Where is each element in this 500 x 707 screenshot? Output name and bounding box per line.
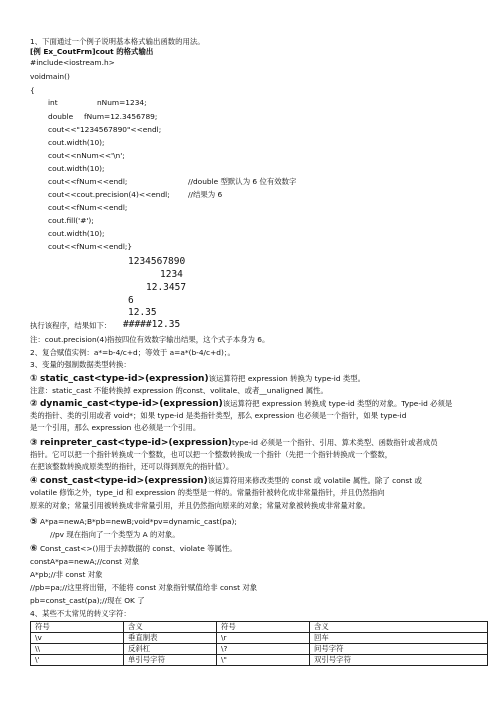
cast-name: const_cast<type-id>(expression) bbox=[39, 476, 208, 486]
table-cell: 含义 bbox=[124, 622, 217, 633]
output-line: 12.3457 bbox=[146, 282, 187, 293]
cast-name: reinpreter_cast<type-id>(expression) bbox=[39, 438, 232, 448]
cast-heading: 3、变量的强制数据类型转换： bbox=[30, 360, 131, 369]
code-line: #include<iostream.h> bbox=[30, 58, 115, 67]
code-comment: //结果为 6 bbox=[188, 190, 223, 199]
example-title: [例 Ex_CoutFrm]cout 的格式输出 bbox=[30, 47, 154, 56]
code-line: cout<<fNum<<endl; bbox=[48, 203, 128, 212]
intro-text: 1、下面通过一个例子说明基本格式输出函数的用法。 bbox=[30, 37, 205, 46]
table-cell: 单引号字符 bbox=[124, 655, 217, 666]
table-cell: 反斜杠 bbox=[124, 644, 217, 655]
table-cell: 回车 bbox=[310, 633, 488, 644]
code-line: double bbox=[48, 112, 74, 121]
code-line: { bbox=[30, 86, 35, 95]
code-line: cout<<"1234567890"<<endl; bbox=[48, 125, 162, 134]
reinterpret-cast-item bbox=[30, 437, 438, 449]
code-line: constA*pa=newA;//const 对象 bbox=[30, 557, 140, 566]
item-six-text: Const_cast<>()用于去掉数据的 const、violate 等属性。 bbox=[39, 544, 237, 553]
code-line: cout.width(10); bbox=[48, 229, 105, 238]
item-five-comment: //pv 现在指向了一个类型为 A 的对象。 bbox=[50, 530, 180, 539]
table-row bbox=[31, 633, 488, 644]
cast-desc: volatile 修饰之外，type_id 和 expression 的类型是一样的。常量指针被转化成非常量指针，并且仍然指向 bbox=[30, 488, 385, 497]
table-cell: \' bbox=[31, 655, 124, 666]
table-cell: 问号字符 bbox=[310, 644, 488, 655]
table-cell: \? bbox=[217, 644, 310, 655]
code-line: cout<<cout.precision(4)<<endl; bbox=[48, 190, 170, 199]
cast-desc: 指针。它可以把一个指针转换成一个整数，也可以把一个整数转换成一个指针（先把一个指针转换成一个整数， bbox=[30, 450, 393, 459]
code-line: nNum=1234; bbox=[97, 98, 147, 107]
item-number: ⑤ bbox=[30, 517, 38, 527]
code-line: fNum=12.3456789; bbox=[84, 112, 158, 121]
output-line: 12.35 bbox=[128, 307, 157, 318]
item-five bbox=[30, 516, 237, 528]
cast-name: dynamic_cast<type-id>(expression) bbox=[39, 399, 223, 409]
static-cast-item bbox=[30, 373, 365, 385]
output-line: 6 bbox=[128, 295, 134, 306]
table-row bbox=[31, 644, 488, 655]
table-cell: 双引号字符 bbox=[310, 655, 488, 666]
output-line: 1234567890 bbox=[128, 256, 186, 267]
cast-desc: 在把该整数转换成原类型的指针，还可以得到原先的指针值）。 bbox=[30, 462, 234, 471]
cast-desc: 该运算符把 expression 转换为 type-id 类型。 bbox=[208, 374, 366, 383]
code-line: int bbox=[48, 98, 58, 107]
code-line: cout<<fNum<<endl;} bbox=[48, 242, 133, 251]
cast-desc: type-id 必须是一个指针、引用、算术类型、函数指针或者成员 bbox=[232, 438, 438, 447]
cast-desc: 注意：static_cast 不能转换掉 expression 的const、volitale、或者__unaligned 属性。 bbox=[30, 386, 328, 395]
item-number: ① bbox=[30, 374, 38, 384]
run-result: #####12.35 bbox=[123, 319, 181, 330]
cast-desc: 类的指针、类的引用或者 void*；如果 type-id 是类指针类型，那么 expression 也必须是一个指针，如果 type-id bbox=[30, 411, 407, 420]
code-comment: //double 型默认为 6 位有效数字 bbox=[188, 177, 297, 186]
item-number: ③ bbox=[30, 438, 38, 448]
item-six bbox=[30, 543, 237, 555]
compound-assign-text: 2、复合赋值实例：a*=b-4/c+d；等效于 a=a*(b-4/c+d)；。 bbox=[30, 348, 235, 357]
escape-char-table bbox=[30, 621, 488, 666]
run-label: 执行该程序，结果如下： bbox=[30, 321, 112, 330]
table-header-row bbox=[31, 622, 488, 633]
code-line: cout<<fNum<<endl; bbox=[48, 177, 128, 186]
code-line: pb=const_cast(pa);//现在 OK 了 bbox=[30, 596, 145, 605]
code-line: //pb=pa;//这里将出错，不能将 const 对象指针赋值给非 const 对象 bbox=[30, 583, 258, 592]
item-five-code: A*pa=newA;B*pb=newB;void*pv=dynamic_cast(pa); bbox=[39, 517, 237, 526]
const-cast-item bbox=[30, 475, 422, 487]
table-cell: 垂直制表 bbox=[124, 633, 217, 644]
note-text: 注：cout.precision(4)指按四位有效数字输出结果，这个式子本身为 6。 bbox=[30, 335, 270, 344]
code-line: cout.fill('#'); bbox=[48, 216, 94, 225]
code-line: A*pb;//非 const 对象 bbox=[30, 570, 103, 579]
table-cell: \r bbox=[217, 633, 310, 644]
code-line: cout.width(10); bbox=[48, 164, 105, 173]
dynamic-cast-item bbox=[30, 398, 452, 410]
cast-desc: 该运算符把 expression 转换成 type-id 类型的对象。Type-id 必须是 bbox=[222, 399, 453, 408]
cast-desc: 是一个引用，那么 expression 也必须是一个引用。 bbox=[30, 423, 201, 432]
item-number: ⑥ bbox=[30, 544, 38, 554]
item-number: ④ bbox=[30, 476, 38, 486]
table-cell: 符号 bbox=[217, 622, 310, 633]
table-cell: \" bbox=[217, 655, 310, 666]
cast-name: static_cast<type-id>(expression) bbox=[39, 374, 209, 384]
cast-desc: 该运算符用来修改类型的 const 或 volatile 属性。除了 const 或 bbox=[207, 476, 422, 485]
table-cell: \\ bbox=[31, 644, 124, 655]
table-cell: 含义 bbox=[310, 622, 488, 633]
code-line: cout.width(10); bbox=[48, 138, 105, 147]
code-line: voidmain() bbox=[30, 72, 70, 81]
item-number: ② bbox=[30, 399, 38, 409]
table-cell: 符号 bbox=[31, 622, 124, 633]
cast-desc: 原来的对象；常量引用被转换成非常量引用，并且仍然指向原来的对象；常量对象被转换成非常量对象。 bbox=[30, 501, 370, 510]
output-line: 1234 bbox=[160, 269, 183, 280]
escape-heading: 4、某些不太常见的转义字符： bbox=[30, 609, 131, 618]
table-row bbox=[31, 655, 488, 666]
code-line: cout<<nNum<<'\n'; bbox=[48, 151, 125, 160]
table-cell: \v bbox=[31, 633, 124, 644]
